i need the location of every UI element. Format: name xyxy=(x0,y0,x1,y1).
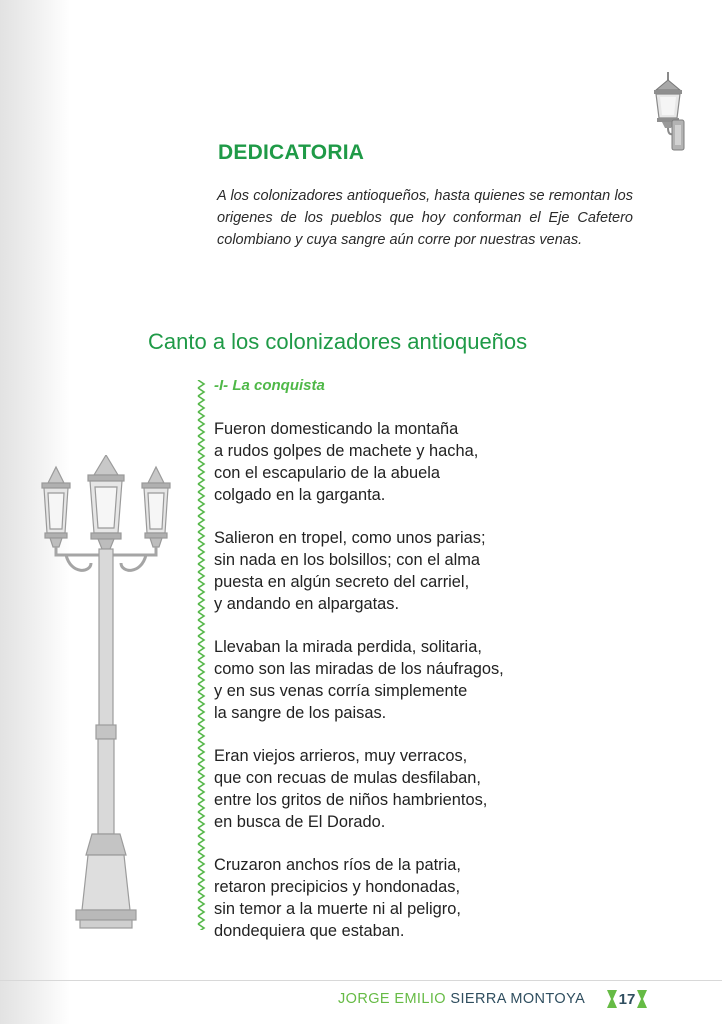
poem-title: Canto a los colonizadores antioqueños xyxy=(148,329,528,354)
verse-line: Fueron domesticando la montaña xyxy=(214,420,459,438)
page-badge-icon xyxy=(604,988,650,1010)
stanza xyxy=(214,854,634,942)
footer-divider xyxy=(0,980,722,981)
verse-line: la sangre de los paisas. xyxy=(214,704,387,722)
verse-line: con el escapulario de la abuela xyxy=(214,464,440,482)
stanza xyxy=(214,527,634,615)
verse-line: en busca de El Dorado. xyxy=(214,813,386,831)
poem-section-title: -I- La conquista xyxy=(214,377,325,394)
verse-line: y en sus venas corría simplemente xyxy=(214,682,468,700)
verse-line: entre los gritos de niños hambrientos, xyxy=(214,791,488,809)
verse-line: y andando en alpargatas. xyxy=(214,595,399,613)
verse-line: como son las miradas de los náufragos, xyxy=(214,660,504,678)
verse-line: sin nada en los bolsillos; con el alma xyxy=(214,551,481,569)
verse-line: Llevaban la mirada perdida, solitaria, xyxy=(214,638,482,656)
wall-lamp-icon xyxy=(646,70,692,155)
stanza xyxy=(214,636,634,724)
dedication-heading: DEDICATORIA xyxy=(218,141,365,164)
verse-line: a rudos golpes de machete y hacha, xyxy=(214,442,479,460)
footer-author xyxy=(338,991,585,1007)
poem-body xyxy=(214,418,634,963)
page-badge-left-mark xyxy=(607,990,617,1008)
stanza xyxy=(214,418,634,506)
verse-line: Salieron en tropel, como unos parias; xyxy=(214,529,486,547)
verse-line: Cruzaron anchos ríos de la patria, xyxy=(214,856,461,874)
verse-line: Eran viejos arrieros, muy verracos, xyxy=(214,747,468,765)
ornament-vertical-line xyxy=(196,380,206,930)
verse-line: puesta en algún secreto del carriel, xyxy=(214,573,470,591)
stanza xyxy=(214,745,634,833)
street-lamp-icon xyxy=(26,455,186,930)
author-first-name: JORGE EMILIO xyxy=(338,991,446,1007)
page-number: 17 xyxy=(618,990,636,1008)
verse-line: colgado en la garganta. xyxy=(214,486,386,504)
page-badge-right-mark xyxy=(637,990,647,1008)
author-last-name: SIERRA MONTOYA xyxy=(450,991,586,1007)
verse-line: sin temor a la muerte ni al peligro, xyxy=(214,900,461,918)
verse-line: retaron precipicios y hondonadas, xyxy=(214,878,461,896)
verse-line: que con recuas de mulas desfilaban, xyxy=(214,769,481,787)
verse-line: dondequiera que estaban. xyxy=(214,922,405,940)
dedication-text: A los colonizadores antioqueños, hasta quienes se remontan los origenes de los pueblos que hoy conforman el Eje Cafetero colombiano y cuya sangre aún corre por nuestras venas. xyxy=(217,188,633,248)
